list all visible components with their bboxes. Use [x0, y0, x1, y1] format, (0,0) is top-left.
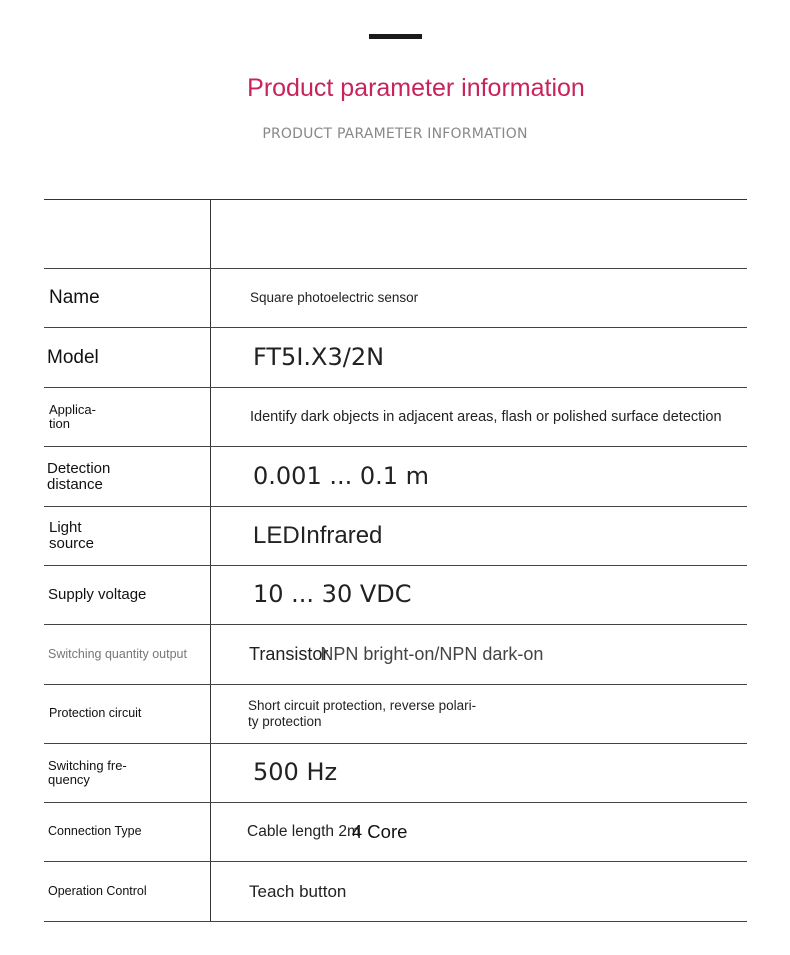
- row-label: [49, 388, 209, 446]
- row-value: [247, 803, 747, 861]
- table-row-supply-voltage: [44, 566, 747, 625]
- row-label: [47, 200, 207, 268]
- table-row-protection-circuit: [44, 685, 747, 744]
- row-label: Protection circuit: [49, 706, 142, 721]
- row-label: Connection Type: [48, 824, 142, 839]
- table-row-switching-output: [44, 625, 747, 685]
- row-label: Supply voltage: [48, 586, 147, 604]
- row-label: [47, 447, 207, 506]
- row-value-part: 4 Core: [351, 821, 408, 843]
- table-row-detection-distance: [44, 447, 747, 507]
- table-row-connection-type: [44, 803, 747, 862]
- row-label-line: tion: [49, 416, 70, 431]
- row-label-line: distance: [47, 475, 103, 493]
- page-title: Product parameter information: [247, 74, 585, 102]
- row-label-line: Applica-: [49, 402, 96, 418]
- row-label-line: quency: [48, 772, 90, 787]
- row-label: [48, 744, 208, 802]
- row-label: [49, 507, 209, 565]
- top-decor-bar: [369, 34, 422, 39]
- row-value: [250, 200, 747, 268]
- row-label-line: Switching fre-: [48, 758, 127, 774]
- row-value: FT5I.X3/2N: [253, 342, 385, 371]
- table-row-model: [44, 328, 747, 388]
- row-value-part: Transistor: [249, 644, 329, 665]
- row-value: Teach button: [249, 881, 347, 901]
- row-value: Identify dark objects in adjacent areas, flash or polished surface detection: [250, 408, 722, 425]
- row-value-line: ty protection: [248, 714, 322, 729]
- row-label-line: Detection: [47, 459, 111, 477]
- row-value-part: NPN bright-on/NPN dark-on: [320, 644, 544, 665]
- row-value: 10 ... 30 VDC: [253, 580, 412, 609]
- row-label-line: source: [49, 535, 95, 552]
- row-value: Square photoelectric sensor: [250, 290, 419, 306]
- table-row-empty: [44, 200, 747, 269]
- row-label: Name: [49, 287, 100, 309]
- row-value: 500 Hz: [253, 758, 338, 787]
- row-value: [249, 625, 747, 684]
- page-subtitle: PRODUCT PARAMETER INFORMATION: [262, 126, 528, 142]
- table-row-application: [44, 388, 747, 447]
- table-row-name: [44, 269, 747, 328]
- row-label: Model: [47, 346, 99, 368]
- row-value-part: Cable length 2m: [247, 823, 360, 841]
- table-row-switching-frequency: [44, 744, 747, 803]
- parameter-table: [44, 199, 747, 922]
- row-value: LEDInfrared: [253, 522, 383, 550]
- row-value: [248, 685, 747, 743]
- row-value: 0.001 ... 0.1 m: [253, 461, 430, 490]
- row-value-line: Short circuit protection, reverse polari-: [248, 698, 477, 714]
- table-row-light-source: [44, 507, 747, 566]
- row-label: Operation Control: [48, 883, 147, 898]
- row-label-line: Light: [49, 519, 82, 537]
- row-label: Switching quantity output: [48, 646, 187, 661]
- table-row-operation-control: [44, 862, 747, 922]
